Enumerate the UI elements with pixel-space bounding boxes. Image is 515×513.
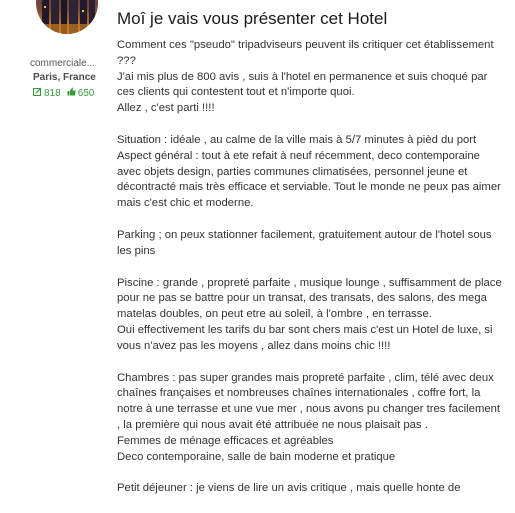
reviewer-location: Paris, France — [33, 72, 96, 83]
reviewer-stats — [33, 87, 98, 99]
review-title[interactable]: Moî je vais vous présenter cet Hotel — [117, 9, 388, 28]
review-paragraph: Petit déjeuner : je viens de lire un avis critique , mais quelle honte de — [117, 482, 461, 495]
review-count: 818 — [44, 87, 61, 99]
reviewer-sidebar — [0, 0, 100, 500]
review-body — [117, 38, 502, 497]
helpful-votes: 650 — [77, 87, 95, 99]
review-paragraph: Parking ; on peux stationner facilement, gratuitement autour de l'hotel sous les pins — [117, 228, 492, 257]
avatar[interactable] — [36, 0, 98, 34]
reviewer-name[interactable]: commerciale... — [30, 58, 96, 69]
review-paragraph: Comment ces "pseudo" tripadviseurs peuvent ils critiquer cet établissement ??? J'ai mis plus de 800 avis , suis à l'hotel en permanence et suis choqué par ces clients qui contestent tout et n'importe quoi. Allez , c'est parti !!!! — [117, 39, 494, 115]
review-count-icon — [33, 87, 42, 99]
review-paragraph: Piscine : grande , propreté parfaite , musique lounge , suffisamment de place pour ne pas se battre pour un transat, des transats, des salons, des mega matelas doubles, on peut etre au soleil, à l'ombre , en terrasse. Oui effectivement les tarifs du bar sont chers mais c'est un Hotel de luxe, si vous n'avez pas les moyens , allez dans moins chic !!!! — [117, 276, 502, 352]
review-paragraph: Situation : idéale , au calme de la ville mais à 5/7 minutes à pièd du port Aspect général : tout à ete refait à neuf récemment, deco contemporaine avec objets design, parties communes climatisées, personnel jeune et décontracté mais très efficace et serviable. Tout le monde ne peux pas aimer mais c'est chic et moderne. — [117, 133, 501, 210]
review-paragraph: Chambres : pas super grandes mais propreté parfaite , clim, télé avec deux chaînes françaises et nombreuses chaînes internationales , coffre fort, la notre à une terrasse et une vue mer , nous avons pu changer tres facilement , la première qui nous avait été attribuée ne nous plaisait pas . Femmes de ménage efficaces et agréables Deco contemporaine, salle de bain moderne et pratique — [117, 371, 501, 463]
thumbs-up-icon — [67, 87, 76, 99]
avatar-image — [36, 0, 98, 34]
review — [117, 8, 502, 513]
